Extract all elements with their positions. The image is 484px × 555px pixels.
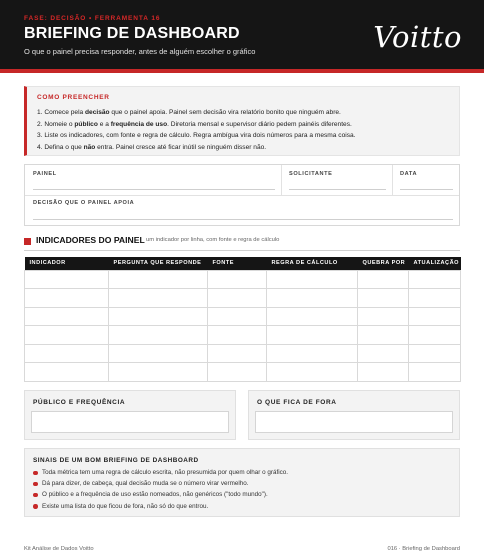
table-cell[interactable] — [25, 289, 109, 308]
column-header: REGRA DE CÁLCULO — [267, 257, 358, 270]
table-cell[interactable] — [267, 270, 358, 289]
publico-frequencia-box — [24, 390, 236, 440]
page-subtitle: O que o painel precisa responder, antes de alguém escolher o gráfico — [24, 47, 256, 56]
table-cell[interactable] — [267, 344, 358, 363]
indicadores-subtitle: um indicador por linha, com fonte e regra de cálculo — [146, 237, 280, 243]
header-accent-line — [0, 69, 484, 73]
data-label: DATA — [400, 171, 418, 177]
table-header-row — [25, 257, 461, 270]
signal-item: Existe uma lista do que ficou de fora, não só do que entrou. — [33, 501, 288, 512]
column-header: QUEBRA POR — [358, 257, 409, 270]
table-cell[interactable] — [409, 326, 461, 345]
table-row — [25, 363, 461, 382]
table-cell[interactable] — [208, 289, 267, 308]
painel-label: PAINEL — [33, 171, 57, 177]
table-row — [25, 326, 461, 345]
how-to-step-3: 3. Liste os indicadores, com fonte e regra de cálculo. Regra ambígua vira dois números para a mesma coisa. — [37, 132, 356, 140]
field-divider — [392, 165, 393, 195]
publico-frequencia-input[interactable] — [31, 411, 229, 433]
how-to-step-1: 1. Comece pela decisão que o painel apoia. Painel sem decisão vira relatório bonito que ninguém abre. — [37, 109, 341, 116]
section-marker — [24, 238, 31, 245]
column-header: ATUALIZAÇÃO — [409, 257, 461, 270]
data-input-line[interactable] — [400, 189, 453, 190]
table-row — [25, 270, 461, 289]
table-cell[interactable] — [208, 270, 267, 289]
how-to-fill-panel — [24, 86, 460, 156]
decisao-label: DECISÃO QUE O PAINEL APOIA — [33, 200, 135, 206]
bullet-dot-icon — [33, 482, 38, 487]
indicadores-table — [24, 257, 461, 382]
table-cell[interactable] — [358, 270, 409, 289]
signals-list — [33, 467, 288, 512]
bullet-dot-icon — [33, 504, 38, 509]
table-cell[interactable] — [25, 344, 109, 363]
table-cell[interactable] — [208, 344, 267, 363]
table-cell[interactable] — [358, 363, 409, 382]
publico-frequencia-label: PÚBLICO E FREQUÊNCIA — [33, 399, 126, 406]
fica-de-fora-label: O QUE FICA DE FORA — [257, 399, 337, 406]
table-cell[interactable] — [109, 344, 208, 363]
table-cell[interactable] — [409, 363, 461, 382]
table-cell[interactable] — [358, 326, 409, 345]
table-cell[interactable] — [409, 289, 461, 308]
page-title: BRIEFING DE DASHBOARD — [24, 25, 240, 42]
footer-right: 016 · Briefing de Dashboard — [387, 546, 460, 552]
table-cell[interactable] — [109, 270, 208, 289]
table-cell[interactable] — [267, 307, 358, 326]
table-cell[interactable] — [25, 326, 109, 345]
table-cell[interactable] — [409, 307, 461, 326]
column-header: PERGUNTA QUE RESPONDE — [109, 257, 208, 270]
indicadores-section-header — [24, 235, 460, 251]
signal-item: Toda métrica tem uma regra de cálculo escrita, não presumida por quem olhar o gráfico. — [33, 467, 288, 478]
table-cell[interactable] — [109, 307, 208, 326]
table-cell[interactable] — [109, 289, 208, 308]
table-row — [25, 344, 461, 363]
voitto-logo: Voitto — [373, 20, 462, 54]
header-banner — [0, 0, 484, 69]
table-cell[interactable] — [358, 307, 409, 326]
table-cell[interactable] — [208, 326, 267, 345]
table-cell[interactable] — [409, 344, 461, 363]
good-briefing-signals — [24, 448, 460, 517]
table-cell[interactable] — [109, 326, 208, 345]
table-cell[interactable] — [358, 344, 409, 363]
table-row — [25, 307, 461, 326]
fica-de-fora-box — [248, 390, 460, 440]
table-cell[interactable] — [25, 270, 109, 289]
section-rule — [24, 250, 460, 251]
how-to-step-2: 2. Nomeie o público e a frequência de uso. Diretoria mensal e supervisor diário pedem painéis diferentes. — [37, 120, 352, 128]
table-cell[interactable] — [267, 326, 358, 345]
signal-item: O público e a frequência de uso estão nomeados, não genéricos ("todo mundo"). — [33, 489, 288, 500]
column-header: FONTE — [208, 257, 267, 270]
painel-input-line[interactable] — [33, 189, 275, 190]
phase-kicker: FASE: DECISÃO • FERRAMENTA 16 — [24, 15, 161, 22]
table-cell[interactable] — [409, 270, 461, 289]
solicitante-label: SOLICITANTE — [289, 171, 333, 177]
footer-left: Kit Análise de Dados Voitto — [24, 546, 94, 552]
table-cell[interactable] — [25, 363, 109, 382]
how-to-steps — [37, 107, 356, 153]
table-cell[interactable] — [267, 363, 358, 382]
indicadores-title: INDICADORES DO PAINEL — [36, 235, 145, 245]
bullet-dot-icon — [33, 471, 38, 476]
signals-title: SINAIS DE UM BOM BRIEFING DE DASHBOARD — [33, 457, 199, 464]
how-to-title: COMO PREENCHER — [37, 94, 110, 101]
bullet-dot-icon — [33, 493, 38, 498]
briefing-fields — [24, 164, 460, 226]
table-cell[interactable] — [25, 307, 109, 326]
signal-item: Dá para dizer, de cabeça, qual decisão muda se o número virar vermelho. — [33, 478, 288, 489]
table-cell[interactable] — [208, 363, 267, 382]
column-header: INDICADOR — [25, 257, 109, 270]
fica-de-fora-input[interactable] — [255, 411, 453, 433]
table-cell[interactable] — [208, 307, 267, 326]
solicitante-input-line[interactable] — [289, 189, 386, 190]
table-cell[interactable] — [109, 363, 208, 382]
table-cell[interactable] — [267, 289, 358, 308]
field-divider — [281, 165, 282, 195]
field-row-divider — [25, 195, 459, 196]
table-cell[interactable] — [358, 289, 409, 308]
table-body — [25, 270, 461, 381]
how-to-step-4: 4. Defina o que não entra. Painel cresce até ficar inútil se ninguém disser não. — [37, 143, 267, 151]
decisao-input-line[interactable] — [33, 219, 453, 220]
table-row — [25, 289, 461, 308]
